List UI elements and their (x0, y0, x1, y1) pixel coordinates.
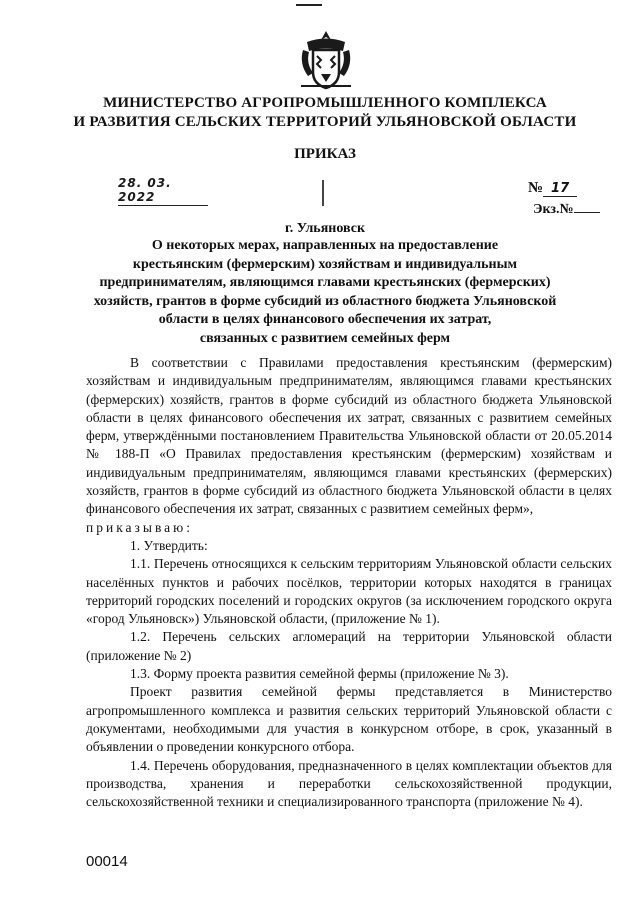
copy-number-blank (574, 200, 600, 213)
preamble-paragraph: В соответствии с Правилами предоставления крестьянским (фермерским) хозяйствам и индивидуальным предпринимателям, являющимся главами крестьянских (фермерских) хозяйств, грантов в форме субсидий из областного бюджета Ульяновской области в целях финансового обеспечения их затрат, связанных с развитием семейных ферм, утверждёнными постановлением Правительства Ульяновской области от 20.05.2014 № 188-П «О Правилах предоставления крестьянским (фермерским) хозяйствам и индивидуальным предпринимателям, являющимся главами крестьянских (фермерских) хозяйств, грантов в форме субсидий из областного бюджета Ульяновской области в целях финансового обеспечения их затрат, связанных с развитием семейных ферм», (86, 355, 612, 517)
heading-line: области в целях финансового обеспечения их затрат, (158, 312, 492, 328)
order-number-value: 17 (543, 181, 577, 197)
coat-of-arms-emblem (295, 28, 357, 94)
ministry-name (60, 94, 590, 132)
order-number (528, 180, 577, 197)
heading-line: предпринимателям, являющимся главами крестьянских (фермерских) (99, 275, 551, 291)
copy-number-label: Экз.№ (533, 202, 574, 217)
heading-line: связанных с развитием семейных ферм (199, 330, 451, 346)
ministry-line-1: МИНИСТЕРСТВО АГРОПРОМЫШЛЕННОГО КОМПЛЕКСА (103, 95, 547, 111)
clause-1-4: 1.4. Перечень оборудования, предназначенного в целях комплектации объектов для производства, хранения и переработки сельскохозяйственной продукции, сельскохозяйственной техники и специализированного транспорта (приложение № 4). (86, 757, 612, 810)
copy-number (533, 200, 600, 218)
center-mark (322, 180, 324, 206)
heading-line: О некоторых мерах, направленных на предоставление (151, 238, 499, 253)
document-type-title: ПРИКАЗ (294, 146, 356, 162)
order-number-label: № (528, 180, 544, 196)
ministry-line-2: И РАЗВИТИЯ СЕЛЬСКИХ ТЕРРИТОРИЙ УЛЬЯНОВСКОЙ ОБЛАСТИ (73, 114, 577, 130)
clause-1-3-note: Проект развития семейной фермы представляется в Министерство агропромышленного комплекса и развития сельских территорий Ульяновской области с документами, необходимыми для участия в конкурсном отборе, в срок, указанный в объявлении о проведении конкурсного отбора. (86, 684, 612, 755)
clause-1-3: 1.3. Форму проекта развития семейной фермы (приложение № 3). (130, 666, 509, 682)
top-margin-mark (296, 4, 322, 6)
order-body (86, 354, 612, 811)
clause-1-2: 1.2. Перечень сельских агломераций на территории Ульяновской области (приложение № 2) (86, 629, 612, 663)
heading-line: крестьянским (фермерским) хозяйствам и индивидуальным (132, 256, 518, 272)
clause-1: 1. Утвердить: (130, 537, 208, 553)
order-date: 28. 03. 2022 (118, 176, 208, 206)
heading-line: хозяйств, грантов в форме субсидий из областного бюджета Ульяновской (93, 293, 557, 309)
page-code: 00014 (86, 853, 128, 870)
order-heading (80, 237, 570, 349)
clause-1-1: 1.1. Перечень относящихся к сельским территориям Ульяновской области сельских населённых пунктов и рабочих посёлков, территории которых находятся в границах территорий городских поселений и городских округов (за исключением городского округа «город Ульяновск») Ульяновской области, (приложение № 1). (86, 556, 612, 627)
directive-word: приказываю: (86, 519, 193, 535)
issuing-city: г. Ульяновск (284, 221, 366, 236)
